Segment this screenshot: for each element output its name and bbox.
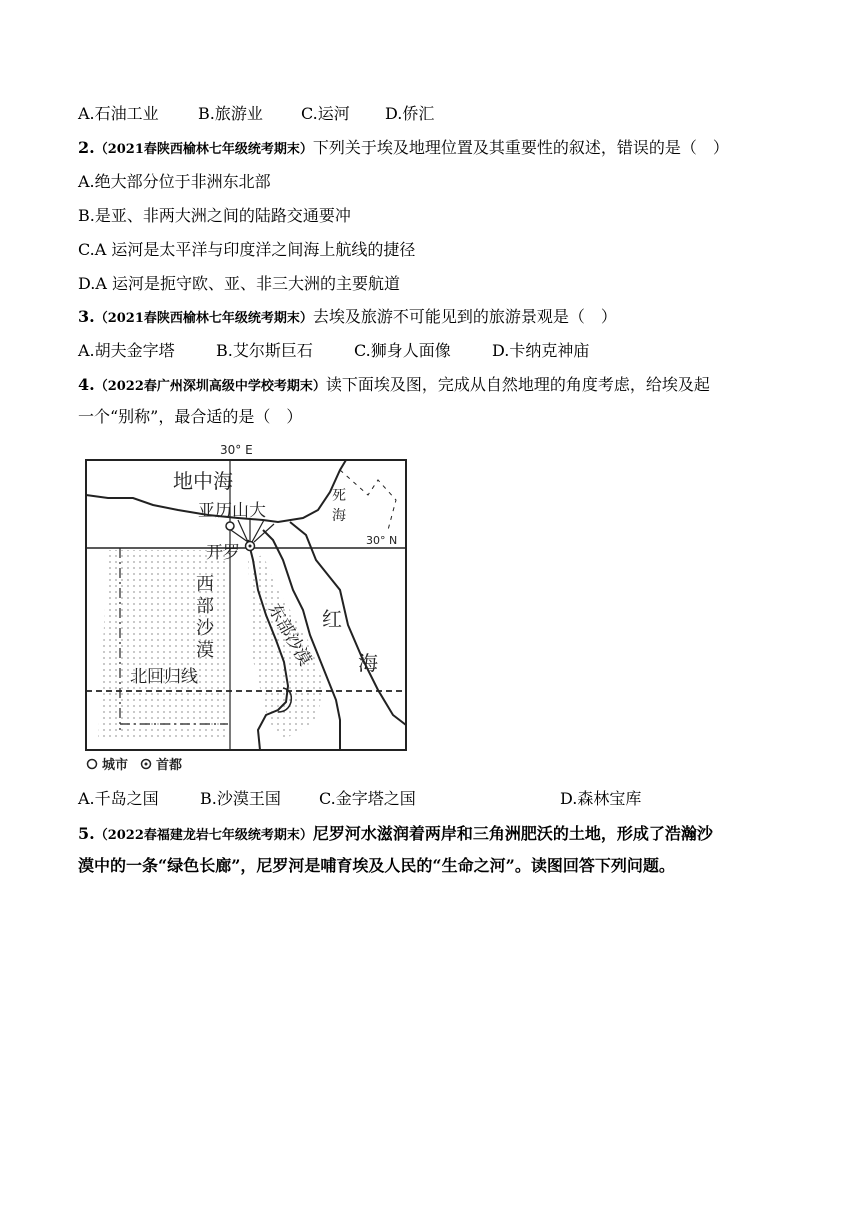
q2-source: （2021春陕西榆林七年级统考期末） xyxy=(94,142,313,157)
q4-number: 4. xyxy=(78,375,95,394)
legend-capital-label: 首都 xyxy=(156,758,183,773)
label-west-desert-4: 漠 xyxy=(196,640,214,661)
q5-stem-line2: 漠中的一条“绿色长廊”，尼罗河是哺育埃及人民的“生命之河”。读图回答下列问题。 xyxy=(78,856,675,875)
label-west-desert-3: 沙 xyxy=(196,618,214,639)
label-alexandria: 亚历山大 xyxy=(198,501,266,521)
q3-options xyxy=(78,341,589,361)
q3-stem xyxy=(78,307,617,329)
q3-text: 去埃及旅游不可能见到的旅游景观是（ ） xyxy=(312,307,617,326)
q5-source: （2022春福建龙岩七年级统考期末） xyxy=(94,828,313,843)
q4-option-a: A.千岛之国 xyxy=(78,789,159,808)
q4-stem-line2: 一个“别称”，最合适的是（ ） xyxy=(78,407,303,426)
label-dead-sea-2: 海 xyxy=(332,508,346,524)
q4-options xyxy=(78,789,641,809)
q2-stem xyxy=(78,138,729,160)
label-cairo: 开罗 xyxy=(206,543,240,563)
q4-stem-line1 xyxy=(78,375,710,397)
q4-option-d: D.森林宝库 xyxy=(560,789,642,808)
lat-label: 30° N xyxy=(366,534,398,547)
egypt-map xyxy=(78,440,418,776)
q3-option-c: C.狮身人面像 xyxy=(354,341,451,360)
q3-option-d: D.卡纳克神庙 xyxy=(492,341,590,360)
label-mediterranean: 地中海 xyxy=(173,469,233,493)
q3-number: 3. xyxy=(78,307,95,326)
q1-option-b: B.旅游业 xyxy=(198,104,263,123)
q4-option-c: C.金字塔之国 xyxy=(319,789,416,808)
legend-capital-dot xyxy=(145,763,148,766)
q2-option-b: B.是亚、非两大洲之间的陆路交通要冲 xyxy=(78,206,351,225)
nile-delta xyxy=(228,518,274,542)
lon-label: 30° E xyxy=(220,443,253,457)
label-west-desert-2: 部 xyxy=(196,596,214,617)
cairo-capital-dot xyxy=(249,545,252,548)
label-west-desert-1: 西 xyxy=(196,574,214,595)
label-east-desert: 东部沙漠 xyxy=(263,600,315,670)
q5-stem-line1 xyxy=(78,824,713,846)
label-dead-sea-1: 死 xyxy=(332,488,346,504)
label-tropic: 北回归线 xyxy=(130,667,198,687)
q3-option-a: A.胡夫金字塔 xyxy=(78,341,175,360)
q2-number: 2. xyxy=(78,138,95,157)
q1-options xyxy=(78,104,434,124)
q2-text: 下列关于埃及地理位置及其重要性的叙述，错误的是（ ） xyxy=(312,138,729,157)
legend-city-label: 城市 xyxy=(102,758,129,773)
dead-sea-border xyxy=(340,470,396,530)
q4-option-b: B.沙漠王国 xyxy=(200,789,281,808)
q1-option-a: A.石油工业 xyxy=(78,104,159,123)
q3-source: （2021春陕西榆林七年级统考期末） xyxy=(94,311,313,326)
label-red-sea-2: 海 xyxy=(358,651,378,675)
q4-text-1: 读下面埃及图，完成从自然地理的角度考虑，给埃及起 xyxy=(325,375,710,394)
q3-option-b: B.艾尔斯巨石 xyxy=(216,341,313,360)
alexandria-city-marker xyxy=(226,522,234,530)
label-red-sea-1: 红 xyxy=(322,607,342,631)
q4-source: （2022春广州深圳高级中学校考期末） xyxy=(94,379,326,394)
q2-option-c: C.A 运河是太平洋与印度洋之间海上航线的捷径 xyxy=(78,240,416,259)
q1-option-c: C.运河 xyxy=(301,104,350,123)
q2-option-d: D.A 运河是扼守欧、亚、非三大洲的主要航道 xyxy=(78,274,400,293)
q5-text-1: 尼罗河水滋润着两岸和三角洲肥沃的土地，形成了浩瀚沙 xyxy=(312,824,713,843)
q5-number: 5. xyxy=(78,824,95,843)
legend-city-icon xyxy=(88,760,97,769)
q1-option-d: D.侨汇 xyxy=(385,104,435,123)
q2-option-a: A.绝大部分位于非洲东北部 xyxy=(78,172,271,191)
